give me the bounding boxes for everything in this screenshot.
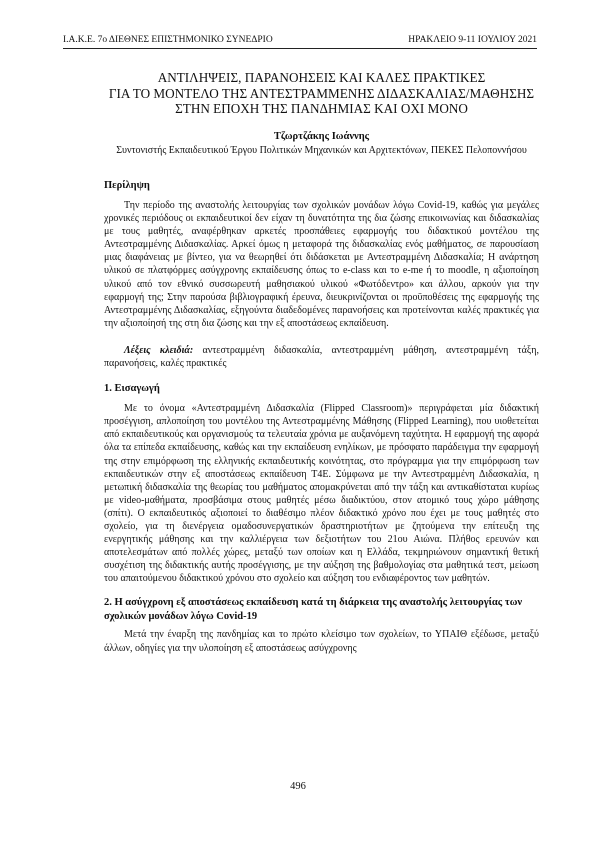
author-affiliation: Συντονιστής Εκπαιδευτικού Έργου Πολιτικών Μηχανικών και Αρχιτεκτόνων, ΠΕΚΕΣ Πελοποννήσου (116, 144, 527, 156)
abstract-text: Την περίοδο της αναστολής λειτουργίας των σχολικών μονάδων λόγω Covid-19, καθώς για μεγάλες χρονικές περιόδους οι εκπαιδευτικοί δεν είχαν τη δυνατότητα της δια ζώσης επικοινωνίας και διδασκαλίας με τους μαθητές, αναφέρθηκαν αρκετές προσπάθειες εφαρμογής του διδακτικού μοντέλου της Αντεστραμμένης Διδασκαλίας. Αρκεί όμως η μεταφορά της διδασκαλίας ενός μαθήματος, σε παρουσίαση μιας διαφάνειας με βίντεο, για να θεωρηθεί ότι διδάσκεται με Αντεστραμμένη Διδασκαλία; Η ανάρτηση υλικού σε πλατφόρμες ασύγχρονης εκπαίδευσης όπως το e-class και το e-me ή το moodle, η αξιοποίηση υλικού από τον εθνικό συσσωρευτή μαθησιακού υλικού «Φωτόδεντρο» και άλλου, αρκούν για την εφαρμογή της; Στην παρούσα βιβλιογραφική έρευνα, διευκρινίζονται οι προϋποθέσεις της εφαρμογής της Αντεστραμμένης Διδασκαλίας, εξηγούντα διαδεδομένες παρανοήσεις και προτείνονται καλές πρακτικές για την αξιοποίησή της στη δια ζώσης και την εξ αποστάσεως εκπαίδευση. (104, 200, 539, 329)
section-1-heading: 1. Εισαγωγή (104, 383, 160, 395)
section-2-heading: 2. Η ασύγχρονη εξ αποστάσεως εκπαίδευση κατά τη διάρκεια της αναστολής λειτουργίας των σχολικών μονάδων λόγω Covid-19 (104, 597, 523, 623)
author-name: Τζωρτζάκης Ιωάννης (273, 130, 370, 142)
running-header (63, 35, 537, 49)
section-1-text: Με το όνομα «Αντεστραμμένη Διδασκαλία (Flipped Classroom)» περιγράφεται μία διδακτική προσέγγιση, απλοποίηση του μοντέλου της Αντεστραμμένης Μάθησης (Flipped Learning), που υιοθετείται από εκπαιδευτικούς και οργανισμούς τα τελευταία χρόνια με αυξανόμενη ταχύτητα. Η εφαρμογή της αφορά όλα τα επίπεδα εκπαίδευσης, καθώς και την εκπαίδευση ενηλίκων, με πρόσφατο παράδειγμα την εφαρμογή της στην επιμόρφωση της ελληνικής εκπαιδευτικής κοινότητας, στο πρόγραμμα για την επιμόρφωση των εκπαιδευτικών στην εξ αποστάσεως εκπαίδευση Τ4Ε. Σύμφωνα με την Αντεστραμμένη Διδασκαλία, η μετωπική διδασκαλία της θεωρίας του μαθήματος απομακρύνεται από την τάξη και αντικαθίσταται κυρίως με video-μαθήματα, προσβάσιμα στους μαθητές μέσω διαδικτύου, στον ατομικό τους χώρο μάθησης (σπίτι). Ο εκπαιδευτικός αξιοποιεί το διαθέσιμο πλέον διδακτικό χρόνο που έχει με τους μαθητές στο σχολείο, για τη διενέργεια ομαδοσυνεργατικών δραστηριοτήτων με ζητούμενα την επίτευξη της ενεργητικής μάθησης και την καλλιέργεια των δεξιοτήτων του 21ου Αιώνα. Πλήθος ερευνών και αποτελεσμάτων από πολλές χώρες, μεταξύ των οποίων και η Ελλάδα, τεκμηριώνουν σημαντική θετική συσχέτιση της διδακτικής αυτής προσέγγισης, με την αύξηση της βαθμολογίας στα μαθητικά τεστ, μείωση του απαιτούμενου διδακτικού χρόνου στο σχολείο και αύξηση του ενδιαφέροντος των μαθητών. (104, 403, 539, 585)
keywords-label: Λέξεις κλειδιά: (124, 344, 194, 356)
title-line: ΣΤΗΝ ΕΠΟΧΗ ΤΗΣ ΠΑΝΔΗΜΙΑΣ ΚΑΙ ΟΧΙ ΜΟΝΟ (175, 101, 468, 116)
paper-title (104, 70, 539, 117)
page-content (104, 70, 539, 655)
header-location-date: ΗΡΑΚΛΕΙΟ 9-11 ΙΟΥΛΙΟΥ 2021 (408, 35, 537, 45)
header-conference: Ι.Α.Κ.Ε. 7ο ΔΙΕΘΝΕΣ ΕΠΙΣΤΗΜΟΝΙΚΟ ΣΥΝΕΔΡΙΟ (63, 35, 273, 45)
section-2-text: Μετά την έναρξη της πανδημίας και το πρώτο κλείσιμο των σχολείων, το ΥΠΑΙΘ εξέδωσε, μεταξύ άλλων, οδηγίες για την υλοποίηση εξ αποστάσεως ασύγχρονης (104, 629, 539, 654)
abstract-heading: Περίληψη (104, 180, 150, 191)
title-line: ΓΙΑ ΤΟ ΜΟΝΤΕΛΟ ΤΗΣ ΑΝΤΕΣΤΡΑΜΜΕΝΗΣ ΔΙΔΑΣΚΑΛΙΑΣ/ΜΑΘΗΣΗΣ (108, 85, 535, 101)
keywords (104, 344, 539, 370)
title-line: ΑΝΤΙΛΗΨΕΙΣ, ΠΑΡΑΝΟΗΣΕΙΣ ΚΑΙ ΚΑΛΕΣ ΠΡΑΚΤΙΚΕΣ (157, 70, 486, 85)
keywords-text: αντεστραμμένη διδασκαλία, αντεστραμμένη μάθηση, αντεστραμμένη τάξη, παρανοήσεις, καλές πρακτικές (104, 344, 539, 370)
page-number: 496 (290, 781, 306, 792)
